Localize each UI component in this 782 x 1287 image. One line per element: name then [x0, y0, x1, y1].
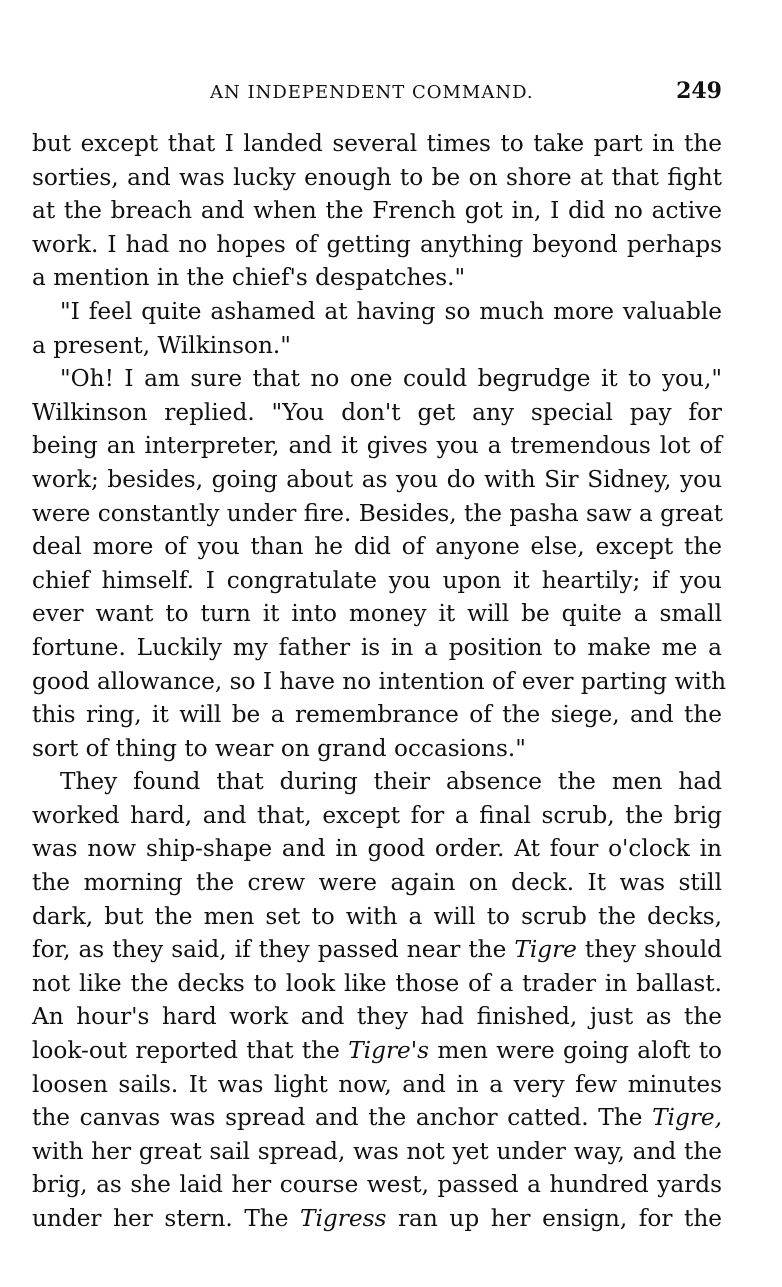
text-line: An hour's hard work and they had finished, just as the	[32, 1003, 722, 1031]
text-line: good allowance, so I have no intention of ever parting with	[32, 667, 727, 695]
text-line: sort of thing to wear on grand occasions."	[32, 734, 526, 762]
ship-name: Tigre,	[652, 1104, 722, 1132]
text-line: sorties, and was lucky enough to be on shore at that fight	[32, 163, 722, 191]
running-title: AN INDEPENDENT COMMAND.	[210, 82, 534, 103]
page-number: 249	[676, 78, 722, 104]
text-line: fortune. Luckily my father is in a position to make me a	[32, 633, 722, 661]
text-line: look-out reported that the Tigre's men were going aloft to	[32, 1037, 722, 1065]
text-line: worked hard, and that, except for a final scrub, the brig	[32, 801, 722, 829]
text-line: with her great sail spread, was not yet under way, and the	[32, 1137, 722, 1165]
ship-name: Tigress	[300, 1205, 387, 1232]
text-line: chief himself. I congratulate you upon it heartily; if you	[32, 566, 722, 594]
ship-name: Tigre's	[348, 1037, 430, 1065]
text-line: being an interpreter, and it gives you a tremendous lot of	[32, 432, 722, 460]
text-line: "Oh! I am sure that no one could begrudge it to you,"	[60, 365, 722, 393]
text-line: the canvas was spread and the anchor catted. The Tigre,	[32, 1104, 722, 1132]
text-line: at the breach and when the French got in, I did no active	[32, 197, 722, 225]
text-line: work. I had no hopes of getting anything beyond perhaps	[32, 230, 722, 258]
text-line: for, as they said, if they passed near the Tigre they should	[32, 936, 722, 964]
text-line: ever want to turn it into money it will be quite a small	[32, 600, 722, 628]
text-line: They found that during their absence the men had	[60, 768, 722, 796]
text-line: was now ship-shape and in good order. At four o'clock in	[32, 835, 722, 863]
text-line: Wilkinson replied. "You don't get any special pay for	[32, 398, 722, 426]
body-text	[32, 127, 727, 1236]
text-line: the morning the crew were again on deck. It was still	[32, 869, 722, 897]
text-line: work; besides, going about as you do with Sir Sidney, you	[32, 465, 722, 493]
text-line: deal more of you than he did of anyone else, except the	[32, 533, 722, 561]
text-line: loosen sails. It was light now, and in a very few minutes	[32, 1070, 722, 1098]
text-line: brig, as she laid her course west, passed a hundred yards	[32, 1171, 722, 1199]
ship-name: Tigre	[514, 936, 577, 964]
text-line: not like the decks to look like those of a trader in ballast.	[32, 969, 722, 997]
text-line: "I feel quite ashamed at having so much more valuable	[60, 297, 722, 325]
text-line: were constantly under fire. Besides, the pasha saw a great	[32, 499, 723, 527]
text-line: a present, Wilkinson."	[32, 331, 291, 359]
text-line: this ring, it will be a remembrance of the siege, and the	[32, 701, 722, 729]
text-line: but except that I landed several times to take part in the	[32, 130, 722, 157]
text-line: under her stern. The Tigress ran up her ensign, for the	[32, 1205, 722, 1232]
page-header	[32, 78, 722, 108]
text-line: dark, but the men set to with a will to scrub the decks,	[32, 902, 722, 930]
text-line: a mention in the chief's despatches."	[32, 264, 466, 292]
